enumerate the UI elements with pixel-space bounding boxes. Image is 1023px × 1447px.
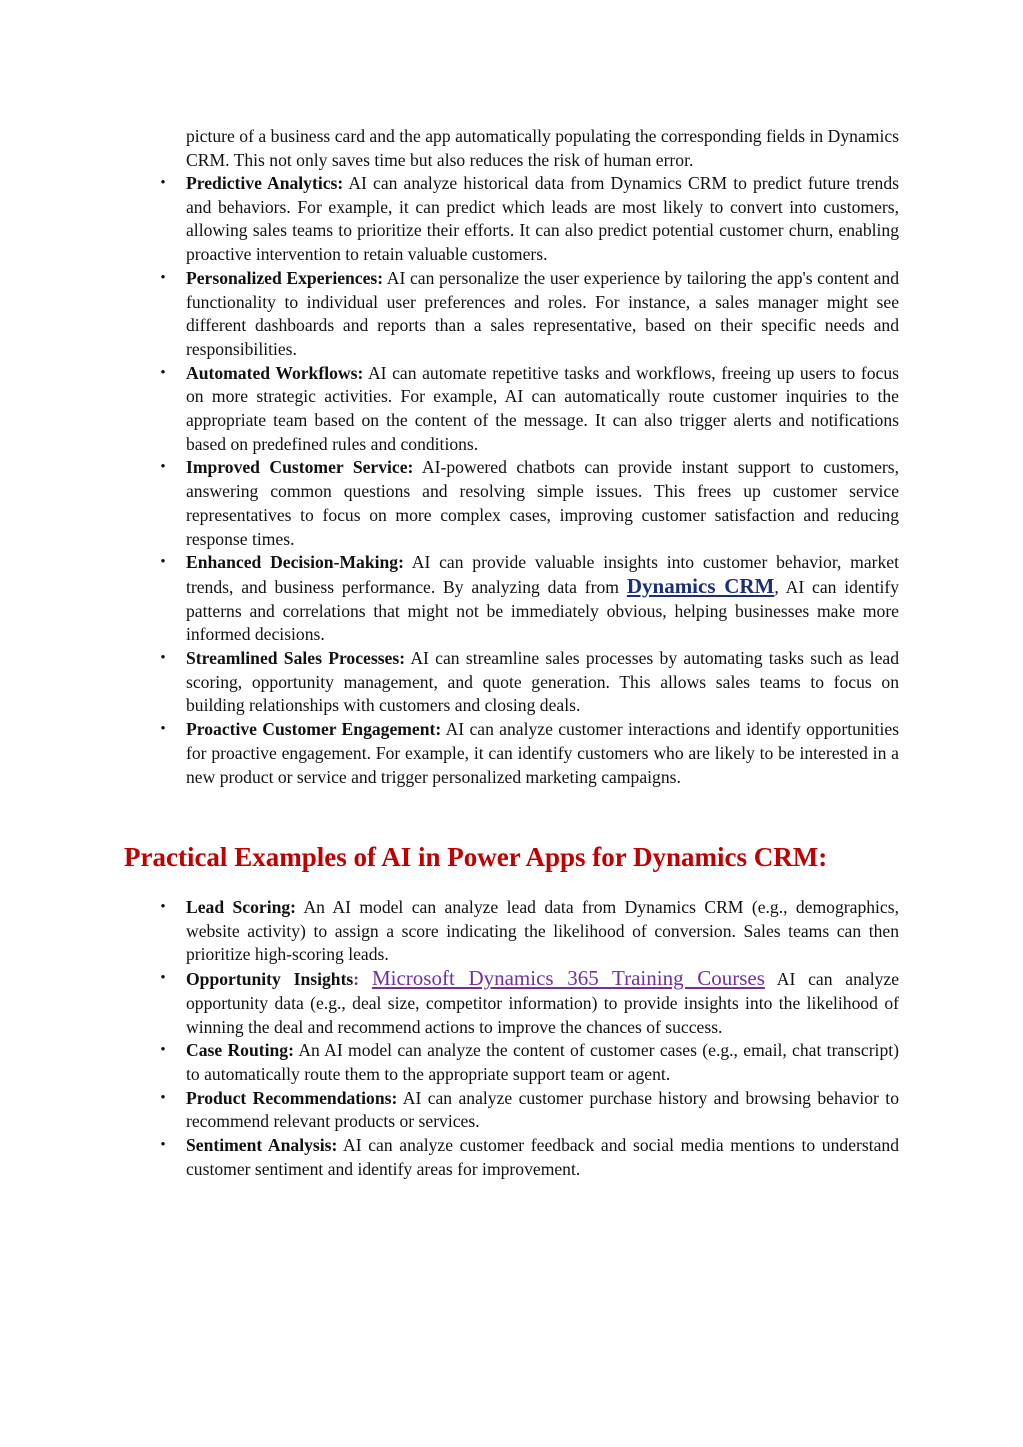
item-text: AI can analyze opportunity data (e.g., deal size, competitor information) to provide insights into the likelihood of winning the deal and recommend actions to improve the chances of success. [186,969,900,1037]
list-item-automated-workflows [160,362,900,457]
item-text: AI can analyze historical data from Dynamics CRM to predict future trends and behaviors. For example, it can predict which leads are most likely to convert into customers, allowing sales teams to prioritize their efforts. It can also predict potential customer churn, enabling proactive intervention to retain valuable customers. [186,173,899,265]
list-item-product-recommendations [160,1087,899,1134]
bullet-icon: • [160,459,166,476]
item-text: An AI model can analyze the content of customer cases (e.g., email, chat transcript) to automatically route them to the appropriate support team or agent. [186,1040,899,1084]
bullet-icon: • [160,1042,166,1059]
bullet-icon: • [160,364,166,381]
item-label: Proactive Customer Engagement: [186,719,442,740]
item-label: Automated Workflows: [186,362,364,383]
list-item-personalized-experiences [160,267,899,362]
item-label: Case Routing: [186,1040,294,1061]
list-item-predictive-analytics [160,172,899,267]
ms-dynamics-training-link[interactable]: Microsoft Dynamics 365 Training Courses [371,966,765,991]
item-text: AI can analyze customer interactions and identify opportunities for proactive engagement. For example, it can identify customers who are likely to be interested in a new product or service and trigger personalized marketing campaigns. [186,719,899,787]
item-label: Improved Customer Service: [186,457,414,478]
benefits-list [160,172,900,789]
list-item-improved-customer-service [160,456,899,551]
item-label: Streamlined Sales Processes: [186,648,406,669]
item-text: AI can personalize the user experience by tailoring the app's content and functionality to individual user preferences and roles. For instance, a sales manager might see different dashboards and reports than a sales representative, based on their specific needs and responsibilities. [186,267,899,359]
bullet-icon: • [160,554,166,571]
item-label: Predictive Analytics: [186,173,344,193]
list-item-enhanced-decision-making [160,551,900,647]
item-label: Opportunity Insights [186,969,354,990]
bullet-icon: • [160,970,166,987]
item-text: AI can automate repetitive tasks and workflows, freeing up users to focus on more strategic activities. For example, AI can automatically route customer inquiries to the appropriate team based on the content of the message. It can also trigger alerts and notifications based on predefined rules and conditions. [186,362,900,454]
list-item-sentiment-analysis [160,1134,899,1181]
item-text: AI can analyze customer feedback and social media mentions to understand customer sentiment and identify areas for improvement. [186,1135,899,1179]
item-text: AI can analyze customer purchase history and browsing behavior to recommend relevant products or services. [186,1087,899,1132]
dynamics-crm-link[interactable]: Dynamics CRM [626,573,775,598]
bullet-icon: • [160,269,166,286]
list-item-proactive-customer-engagement [160,718,899,789]
item-label: Product Recommendations: [186,1087,398,1108]
bullet-icon: • [160,650,166,667]
list-item-case-routing [160,1039,899,1086]
item-label-colon: : [353,969,360,990]
list-item-streamlined-sales-processes [160,647,899,718]
bullet-icon: • [160,1089,166,1106]
section-heading: Practical Examples of AI in Power Apps for Dynamics CRM: [124,842,828,872]
bullet-icon: • [160,175,166,191]
item-label: Lead Scoring: [186,897,297,917]
list-item-lead-scoring [160,896,899,967]
item-text-before: AI can provide valuable insights into customer behavior, market trends, and business performance. By analyzing data from [186,552,899,597]
intro-continuation: picture of a business card and the app automatically populating the corresponding fields in Dynamics CRM. This not only saves time but also reduces the risk of human error. [186,126,899,170]
item-label: Personalized Experiences: [186,267,384,288]
item-text: AI-powered chatbots can provide instant support to customers, answering common questions and resolving simple issues. This frees up customer service representatives to focus on more complex cases, improving customer satisfaction and reducing response times. [186,457,899,549]
bullet-icon: • [160,721,166,738]
item-label: Enhanced Decision-Making: [186,552,404,573]
bullet-icon: • [160,1137,166,1154]
item-text: AI can streamline sales processes by automating tasks such as lead scoring, opportunity management, and quote generation. This allows sales teams to focus on building relationships with customers and closing deals. [186,648,899,716]
item-text-after: , AI can identify patterns and correlations that might not be immediately obvious, helping businesses make more informed decisions. [186,576,900,645]
item-text: An AI model can analyze lead data from Dynamics CRM (e.g., demographics, website activity) to assign a score indicating the likelihood of conversion. Sales teams can then prioritize high-scoring leads. [186,897,899,965]
list-item-opportunity-insights [160,966,900,1039]
bullet-icon: • [160,899,166,915]
examples-list [160,896,900,1181]
item-label: Sentiment Analysis: [186,1135,338,1156]
